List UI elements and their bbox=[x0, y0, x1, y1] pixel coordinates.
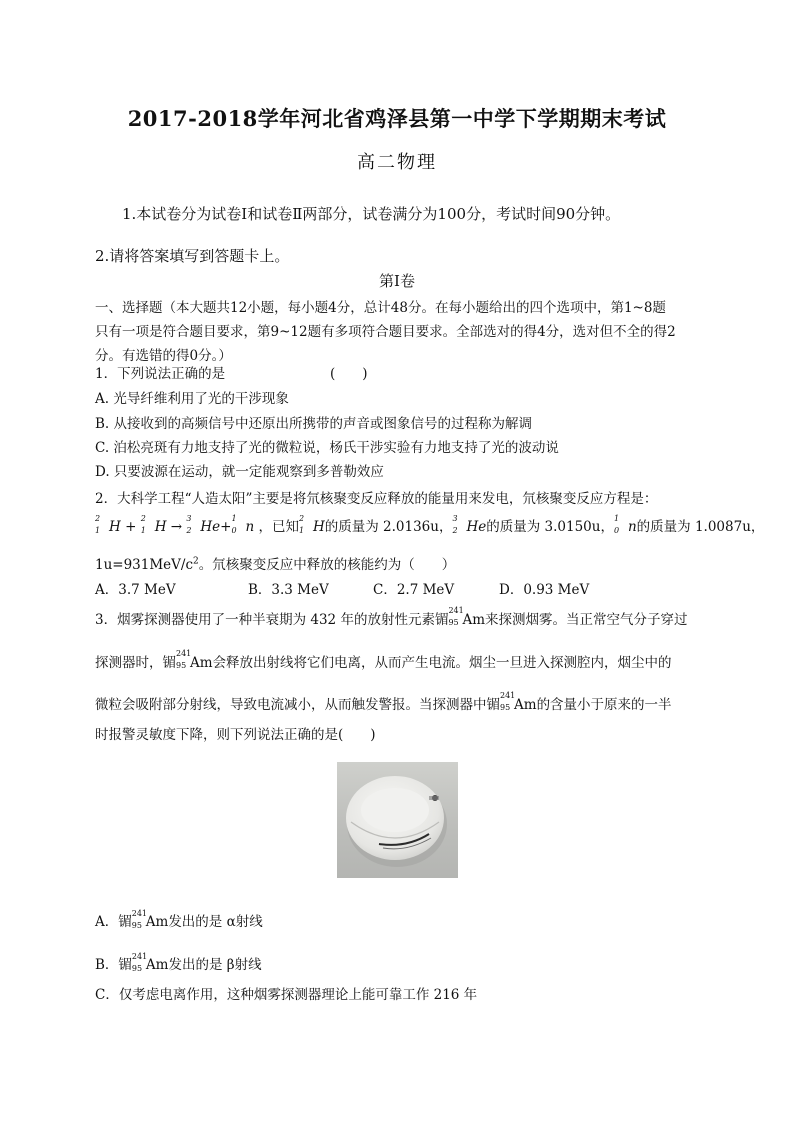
q3-line-1: 3．烟雾探测器使用了一种半衰期为 432 年的放射性元素镅 241 95 Am来探测烟雾。当正常空气分子穿过 bbox=[95, 606, 688, 628]
q1-option-d: D. 只要波源在运动，就一定能观察到多普勒效应 bbox=[95, 464, 384, 480]
note-1: 1.本试卷分为试卷Ⅰ和试卷Ⅱ两部分，试卷满分为100分，考试时间90分钟。 bbox=[122, 205, 621, 223]
reaction-arrow: → bbox=[170, 519, 183, 535]
nuclide-am: 241 95 bbox=[131, 909, 148, 930]
q3-option-c: C．仅考虑电离作用，这种烟雾探测器理论上能可靠工作 216 年 bbox=[95, 987, 478, 1003]
q1-stem: 1．下列说法正确的是 bbox=[95, 366, 226, 382]
nuclide-n: 1 0 bbox=[231, 514, 237, 535]
q1-blank: ( ) bbox=[330, 366, 368, 382]
nuclide-he-given: 3 2 bbox=[452, 514, 458, 535]
q1-option-c: C. 泊松亮斑有力地支持了光的微粒说，杨氏干涉实验有力地支持了光的波动说 bbox=[95, 440, 559, 456]
q2-reaction: 2 1 H + 2 1 H → 3 2 He+ 1 0 n bbox=[95, 514, 255, 535]
nuclide-h-1: 2 1 bbox=[95, 514, 101, 535]
q1-option-b: B. 从接收到的高频信号中还原出所携带的声音或图象信号的过程称为解调 bbox=[95, 416, 533, 432]
nuclide-am: 241 95 bbox=[176, 649, 192, 670]
exam-subtitle: 高二物理 bbox=[357, 152, 437, 173]
smoke-detector-photo bbox=[337, 762, 458, 878]
nuclide-h-2: 2 1 bbox=[140, 514, 146, 535]
note-2: 2.请将答案填写到答题卡上。 bbox=[95, 247, 290, 265]
q3-line-4: 时报警灵敏度下降，则下列说法正确的是( ) bbox=[95, 727, 376, 743]
section-title: 第Ⅰ卷 bbox=[379, 272, 415, 290]
q2-option-b: B．3.3 MeV bbox=[248, 582, 329, 598]
instructions-line-3: 分。有选错的得0分。） bbox=[95, 348, 232, 364]
instructions-line-1: 一、选择题（本大题共12小题，每小题4分，总计48分。在每小题给出的四个选项中，第1~8题 bbox=[95, 300, 666, 316]
exam-title: 2017-2018学年河北省鸡泽县第一中学下学期期末考试 bbox=[127, 106, 667, 131]
nuclide-h-given: 2 1 bbox=[298, 514, 305, 535]
nuclide-he: 3 2 bbox=[186, 514, 192, 535]
q2-line-2: $1u=931MeV/c^2$。氘核聚变反应中释放的核能约为（ ） bbox=[95, 556, 456, 573]
q2-option-c: C．2.7 MeV bbox=[373, 582, 455, 598]
q3-option-b: B．镅 241 95 Am发出的是 β射线 bbox=[95, 952, 262, 973]
q3-line-3: 微粒会吸附部分射线，导致电流减小，从而触发警报。当探测器中镅 241 95 Am的含量小于原来的一半 bbox=[95, 691, 672, 713]
q2-stem: 2．大科学工程“人造太阳”主要是将氘核聚变反应释放的能量用来发电，氘核聚变反应方程是： bbox=[95, 491, 658, 507]
q2-option-d: D．0.93 MeV bbox=[499, 582, 590, 598]
smoke-detector-illustration bbox=[337, 762, 458, 878]
q1-option-a: A. 光导纤维利用了光的干涉现象 bbox=[95, 391, 289, 407]
nuclide-am: 241 95 bbox=[448, 606, 464, 627]
nuclide-n-given: 1 0 bbox=[613, 514, 620, 535]
q3-line-2: 探测器时，镅 241 95 Am会释放出射线将它们电离，从而产生电流。烟尘一旦进入探测腔内，烟尘中的 bbox=[95, 649, 672, 671]
nuclide-am: 241 95 bbox=[500, 691, 516, 712]
q2-option-a: A．3.7 MeV bbox=[95, 582, 176, 598]
instructions-line-2: 只有一项是符合题目要求，第9~12题有多项符合题目要求。全部选对的得4分，选对但不全的得2 bbox=[95, 324, 676, 340]
nuclide-am: 241 95 bbox=[131, 952, 148, 973]
q3-option-a: A．镅 241 95 Am发出的是 α射线 bbox=[95, 909, 263, 930]
q2-equation-line: 2 1 H + 2 1 H → 3 2 He+ 1 0 n ，已知 2 1 H的质量为 2.0136u， 3 2 He的质量为 3.0150u， 1 0 n的质量为 1.0087u， bbox=[95, 514, 765, 535]
